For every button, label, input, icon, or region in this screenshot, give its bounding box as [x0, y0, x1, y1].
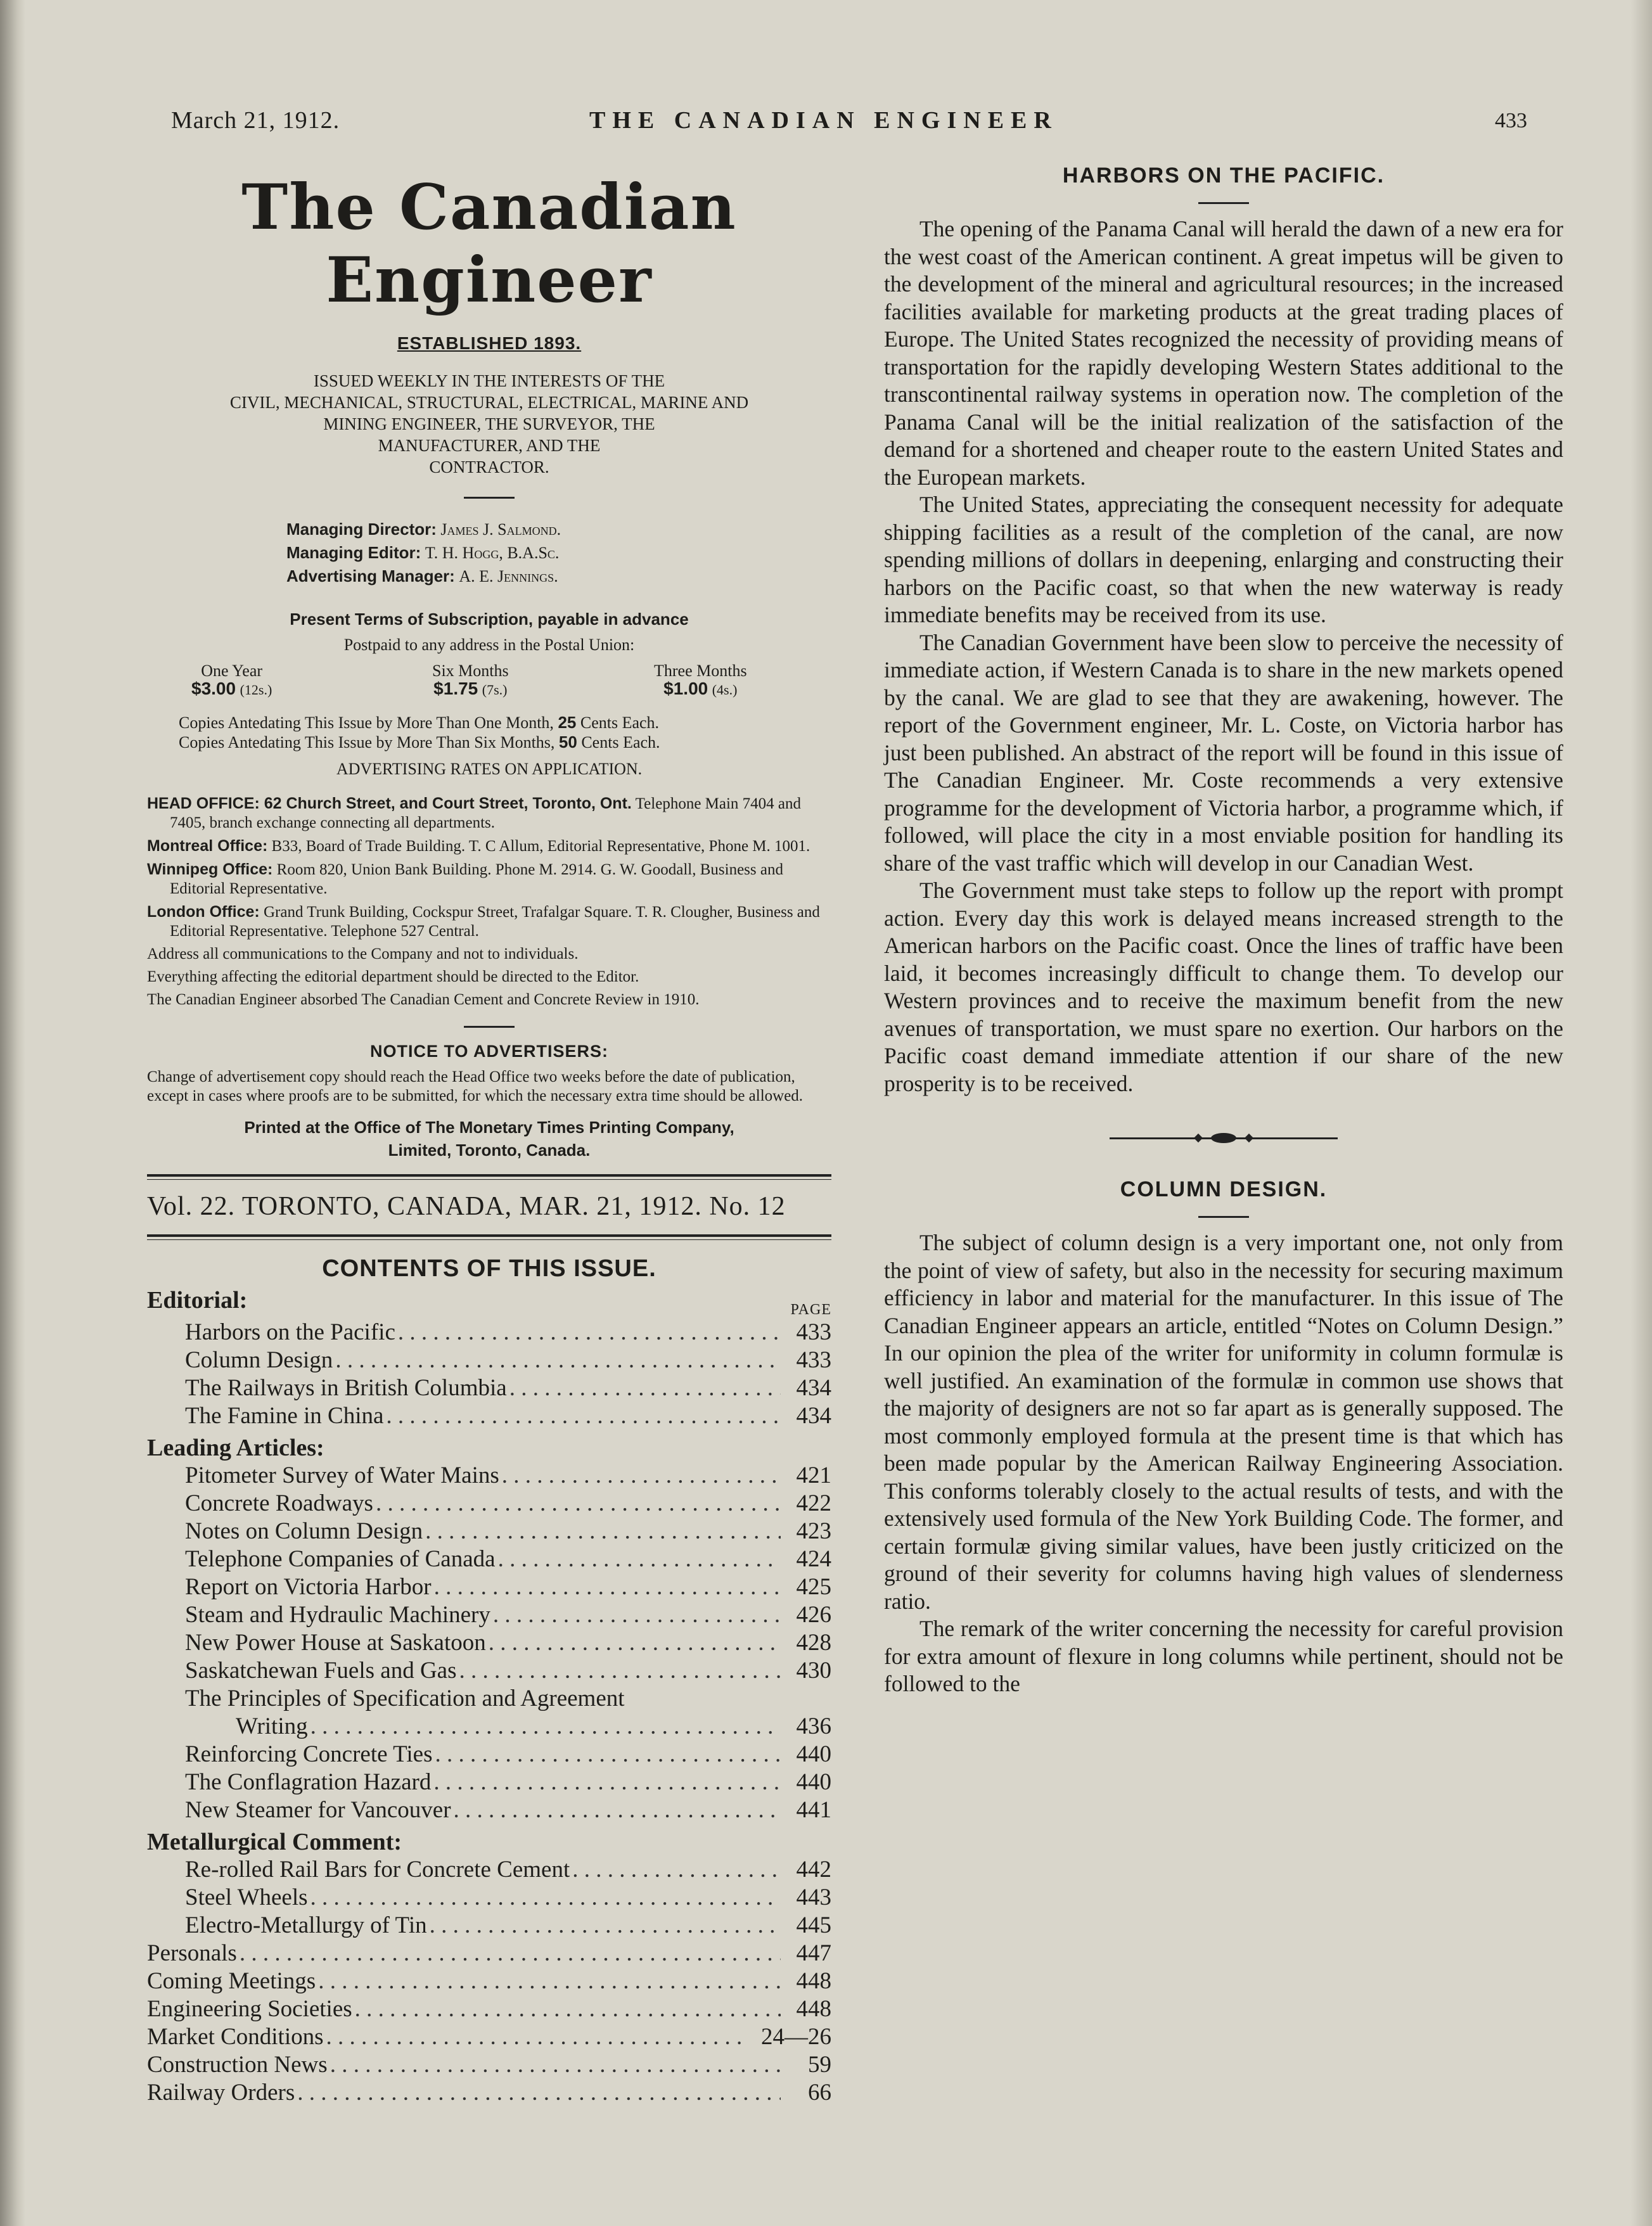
office-london: London Office: Grand Trunk Building, Cockspur Street, Trafalgar Square. T. R. Clougher, Business and Editorial Representative. Telephone 527 Central. — [147, 903, 820, 940]
price-six-months: Six Months $1.75 (7s.) — [432, 662, 509, 698]
toc-entry[interactable]: Personals . . . 447 — [147, 1940, 831, 1967]
paragraph: The Canadian Government have been slow to perceive the necessity of immediate action, if Western Canada is to share in the new markets opened by the canal. We are glad to see that they are awakening, however. The report of the Government engineer, Mr. L. Coste, on Victoria harbor has just been published. An abstract of the report will be found in this issue of The Canadian Engineer. Mr. Coste recommends a very extensive programme for the development of Victoria harbor, a programme which, if followed, will place the city in a most enviable position for handling its share of the vast traffic which will develop in our Canadian West. — [884, 629, 1563, 876]
toc-entry[interactable]: New Power House at Saskatoon . . . 428 — [147, 1629, 831, 1657]
left-column — [147, 158, 831, 2107]
staff-list — [286, 518, 831, 588]
toc-entry[interactable]: Railway Orders . . . 66 — [147, 2079, 831, 2107]
issued-line: ISSUED WEEKLY IN THE INTERESTS OF THE — [313, 371, 665, 390]
copies-line: Copies Antedating This Issue by More Than One Month, 25 Cents Each. — [179, 713, 660, 732]
notice-heading: NOTICE TO ADVERTISERS: — [369, 1042, 609, 1061]
toc-entry[interactable]: Pitometer Survey of Water Mains . . . 421 — [147, 1462, 831, 1490]
office-note: The Canadian Engineer absorbed The Canadian Cement and Concrete Review in 1910. — [147, 991, 700, 1008]
office-note: Everything affecting the editorial department should be directed to the Editor. — [147, 968, 639, 985]
contents-heading: CONTENTS OF THIS ISSUE. — [322, 1255, 656, 1282]
established-line: ESTABLISHED 1893. — [397, 333, 582, 353]
double-rule — [147, 1174, 831, 1180]
copies-line: Copies Antedating This Issue by More Than Six Months, 50 Cents Each. — [179, 732, 660, 752]
subscription-heading: Present Terms of Subscription, payable in advance — [290, 610, 689, 629]
divider — [1198, 1216, 1249, 1218]
toc-entry[interactable]: The Conflagration Hazard . . . 440 — [147, 1769, 831, 1796]
notice-body: Change of advertisement copy should reach the Head Office two weeks before the date of publication, except in cases where proofs are to be submitted, for which the necessary extra time should be allowed. — [147, 1068, 804, 1104]
price-one-year: One Year $3.00 (12s.) — [191, 662, 272, 698]
article-heading-harbors: HARBORS ON THE PACIFIC. — [1062, 163, 1385, 188]
office-head: HEAD OFFICE: 62 Church Street, and Court Street, Toronto, Ont. Telephone Main 7404 and 7405, branch exchange connecting all departments. — [147, 795, 802, 831]
journal-name: THE CANADIAN ENGINEER — [589, 107, 1058, 134]
staff-entry: Managing Editor: T. H. Hogg, B.A.Sc. — [286, 543, 560, 562]
advertising-rates: ADVERTISING RATES ON APPLICATION. — [336, 760, 643, 778]
price-three-months: Three Months $1.00 (4s.) — [654, 662, 747, 698]
section-leading: Leading Articles: — [147, 1435, 324, 1461]
article-heading-column: COLUMN DESIGN. — [1120, 1177, 1328, 1201]
toc-entry[interactable]: Reinforcing Concrete Ties . . . 440 — [147, 1741, 831, 1769]
toc-entry[interactable]: Re-rolled Rail Bars for Concrete Cement . . . 442 — [147, 1856, 831, 1884]
printer-line: Printed at the Office of The Monetary Times Printing Company, Limited, Toronto, Canada. — [244, 1118, 734, 1160]
paragraph: The Government must take steps to follow up the report with prompt action. Every day this work is delayed means increased strength to the American harbors on the Pacific coast. Once the lines of traffic have been laid, it becomes increasingly difficult to change them. To develop our Western provinces and to receive the maximum benefit from the new avenues of transportation, we must spare no exertion. Our harbors on the Pacific coast demand immediate attention if our share of the new prosperity is to be received. — [884, 878, 1563, 1096]
issue-date: March 21, 1912. — [171, 107, 340, 134]
office-note: Address all communications to the Company and not to individuals. — [147, 945, 579, 963]
subscription-prices — [147, 662, 831, 713]
issued-line: MINING ENGINEER, THE SURVEYOR, THE — [323, 414, 655, 433]
right-column — [884, 163, 1563, 1698]
staff-entry: Managing Director: James J. Salmond. — [286, 520, 561, 539]
office-winnipeg: Winnipeg Office: Room 820, Union Bank Building. Phone M. 2914. G. W. Goodall, Business and Editorial Representative. — [147, 860, 783, 897]
page-binding-edge — [0, 0, 25, 2226]
toc-entry[interactable]: Construction News . . . 59 — [147, 2051, 831, 2079]
ornament-divider — [1110, 1132, 1338, 1144]
divider — [464, 1026, 515, 1028]
toc-entry[interactable]: Report on Victoria Harbor . . . 425 — [147, 1573, 831, 1601]
back-copies — [179, 713, 831, 752]
section-editorial: Editorial: — [147, 1287, 248, 1314]
staff-entry: Advertising Manager: A. E. Jennings. — [286, 566, 558, 585]
page-right-edge — [1630, 0, 1652, 2226]
divider — [464, 497, 515, 499]
paragraph: The subject of column design is a very important one, not only from the point of view of safety, but also in the necessity for securing maximum efficiency in labor and material for the manufacturer. In this issue of The Canadian Engineer appears an article, entitled “Notes on Column Design.” In our opinion the plea of the writer for uniformity in column formulæ is well justified. An examination of the formulæ in common use shows that the majority of designers are not so far apart as is generally supposed. The most commonly employed formula at the present time is that which has been made popular by the American Railway Engineering Association. This conforms tolerably closely to the actual results of tests, and with the extensively used formula of the New York Building Code. The former, and certain formulæ giving similar values, have been justly criticized on the ground of their severity for columns having high values of slenderness ratio. — [884, 1230, 1563, 1614]
toc-entry[interactable]: Saskatchewan Fuels and Gas . . . 430 — [147, 1657, 831, 1685]
toc-entry[interactable]: Steam and Hydraulic Machinery . . . 426 — [147, 1601, 831, 1629]
section-metallurgical: Metallurgical Comment: — [147, 1829, 402, 1855]
toc-entry[interactable]: Notes on Column Design . . . 423 — [147, 1518, 831, 1545]
issued-line: CIVIL, MECHANICAL, STRUCTURAL, ELECTRICAL, MARINE AND — [229, 393, 749, 412]
toc-entry[interactable]: The Railways in British Columbia . . . 434 — [147, 1374, 831, 1402]
toc-entry[interactable]: Steel Wheels . . . 443 — [147, 1884, 831, 1912]
toc-entry[interactable]: New Steamer for Vancouver . . . 441 — [147, 1796, 831, 1824]
masthead-title: The Canadian Engineer — [241, 171, 737, 317]
running-head — [171, 106, 1527, 144]
toc-entry[interactable]: Engineering Societies . . . 448 — [147, 1995, 831, 2023]
toc-entry[interactable]: Market Conditions . . . 24—26 — [147, 2023, 831, 2051]
offices-list — [147, 794, 831, 1009]
toc-entry[interactable]: Concrete Roadways . . . 422 — [147, 1490, 831, 1518]
issued-line: CONTRACTOR. — [429, 457, 549, 477]
paragraph: The opening of the Panama Canal will herald the dawn of a new era for the west coast of the American continent. A great impetus will be given to the development of the mineral and agricultural resources; in the increased facilities available for marketing products at the great trading places of Europe. The United States recognized the necessity of providing means of transportation for the rapidly developing Western States additional to the transcontinental railway systems in operation now. The completion of the Panama Canal will be the initial realization of the satisfaction of the demand for a shortened and cheaper route to the eastern United States and the European markets. — [884, 216, 1563, 490]
page-number: 433 — [1495, 109, 1527, 132]
article-body-column — [884, 1229, 1563, 1698]
office-montreal: Montreal Office: B33, Board of Trade Building. T. C Allum, Editorial Representative, Phone M. 1001. — [147, 837, 810, 855]
volume-line: Vol. 22. TORONTO, CANADA, MAR. 21, 1912. No. 12 — [147, 1192, 786, 1221]
page-column-label: PAGE — [790, 1302, 831, 1318]
toc-entry[interactable]: Coming Meetings . . . 448 — [147, 1967, 831, 1995]
divider — [1198, 202, 1249, 204]
toc-entry[interactable]: The Principles of Specification and Agreement — [185, 1685, 625, 1711]
issued-statement — [147, 370, 831, 478]
double-rule — [147, 1234, 831, 1240]
toc-entry[interactable]: The Famine in China . . . 434 — [147, 1402, 831, 1430]
postal-note: Postpaid to any address in the Postal Union: — [343, 636, 635, 654]
paragraph: The remark of the writer concerning the necessity for careful provision for extra amount of flexure in long columns while pertinent, should not be followed to the — [884, 1616, 1563, 1696]
article-body-harbors — [884, 215, 1563, 1097]
paragraph: The United States, appreciating the consequent necessity for adequate shipping facilities as a result of the completion of the canal, are now spending millions of dollars in deepening, enlarging and constructing their harbors on the Pacific coast, so that when the new waterway is ready immediate benefits may be received from its use. — [884, 492, 1563, 627]
issued-line: MANUFACTURER, AND THE — [378, 436, 601, 455]
toc-entry[interactable]: Writing . . . 436 — [147, 1713, 831, 1741]
toc-entry[interactable]: Column Design . . . 433 — [147, 1346, 831, 1374]
toc-entry[interactable]: Electro-Metallurgy of Tin . . . 445 — [147, 1912, 831, 1940]
toc-entry[interactable]: Harbors on the Pacific . . . 433 — [147, 1319, 831, 1346]
toc-entry[interactable]: Telephone Companies of Canada . . . 424 — [147, 1545, 831, 1573]
